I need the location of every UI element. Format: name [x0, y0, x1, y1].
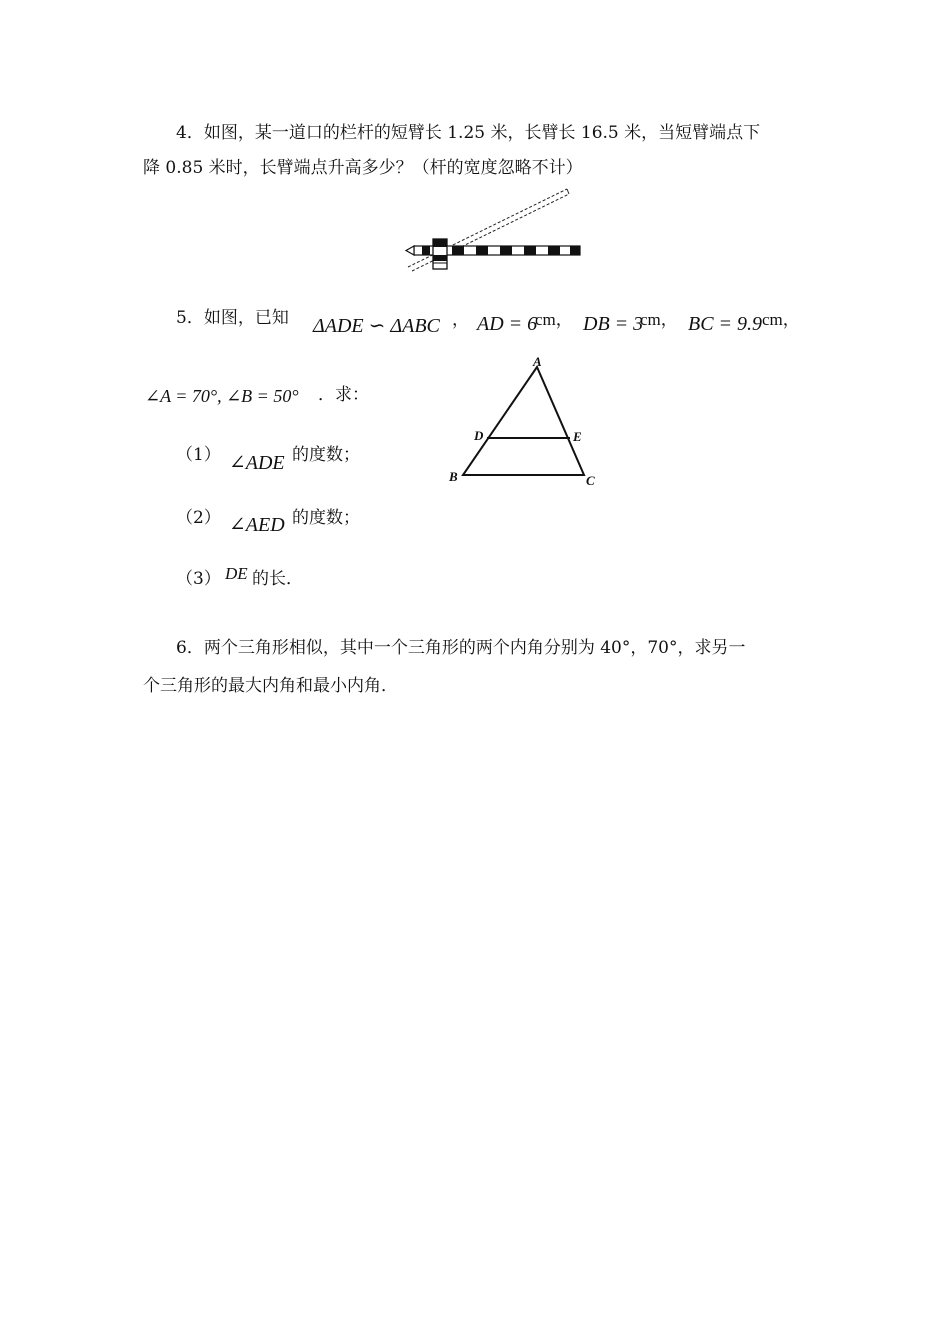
q6-line1: 6．两个三角形相似，其中一个三角形的两个内角分别为 40°，70°，求另一	[176, 638, 746, 658]
q5-part1-expr: ∠ADE	[229, 452, 285, 474]
q5-part1-text: 的度数；	[292, 445, 360, 465]
q5-ad-unit: cm，	[535, 310, 573, 329]
q5-part3-text: 的长．	[252, 569, 303, 589]
q4-line1: 4．如图，某一道口的栏杆的短臂长 1.25 米，长臂长 16.5 米，当短臂端点下	[176, 123, 761, 143]
q5-bc-expr: BC = 9.9	[688, 313, 763, 335]
q5-ad-expr: AD = 6	[477, 313, 538, 335]
triangle-figure	[440, 352, 610, 492]
q5-part1-number: （1）	[176, 445, 221, 465]
q5-similar-expr: ΔADE ∽ ΔABC	[313, 315, 440, 337]
q5-part3-var: DE	[225, 564, 248, 583]
q4-line2: 降 0.85 米时，长臂端点升高多少？（杆的宽度忽略不计）	[143, 158, 583, 178]
vertex-label-e: E	[573, 429, 582, 444]
q5-intro: 5．如图，已知	[176, 308, 289, 328]
q5-ask: ．求：	[318, 385, 369, 405]
vertex-label-a: A	[533, 354, 542, 369]
q5-db-unit: cm，	[640, 310, 678, 329]
q5-comma: ，	[452, 310, 469, 330]
triangle-abc	[463, 367, 584, 475]
q5-part2-number: （2）	[176, 508, 221, 528]
q5-part2-text: 的度数；	[292, 508, 360, 528]
q5-bc-unit: cm，	[762, 310, 800, 329]
vertex-label-b: B	[449, 469, 458, 484]
vertex-label-c: C	[586, 473, 595, 488]
q5-part3-number: （3）	[176, 569, 221, 589]
vertex-label-d: D	[474, 428, 484, 443]
barrier-gate-figure	[400, 185, 590, 280]
q5-angles-expr: ∠A = 70°, ∠B = 50°	[145, 386, 299, 406]
q6-line2: 个三角形的最大内角和最小内角．	[143, 676, 398, 696]
q5-part2-expr: ∠AED	[229, 514, 285, 536]
q5-db-expr: DB = 3	[583, 313, 644, 335]
